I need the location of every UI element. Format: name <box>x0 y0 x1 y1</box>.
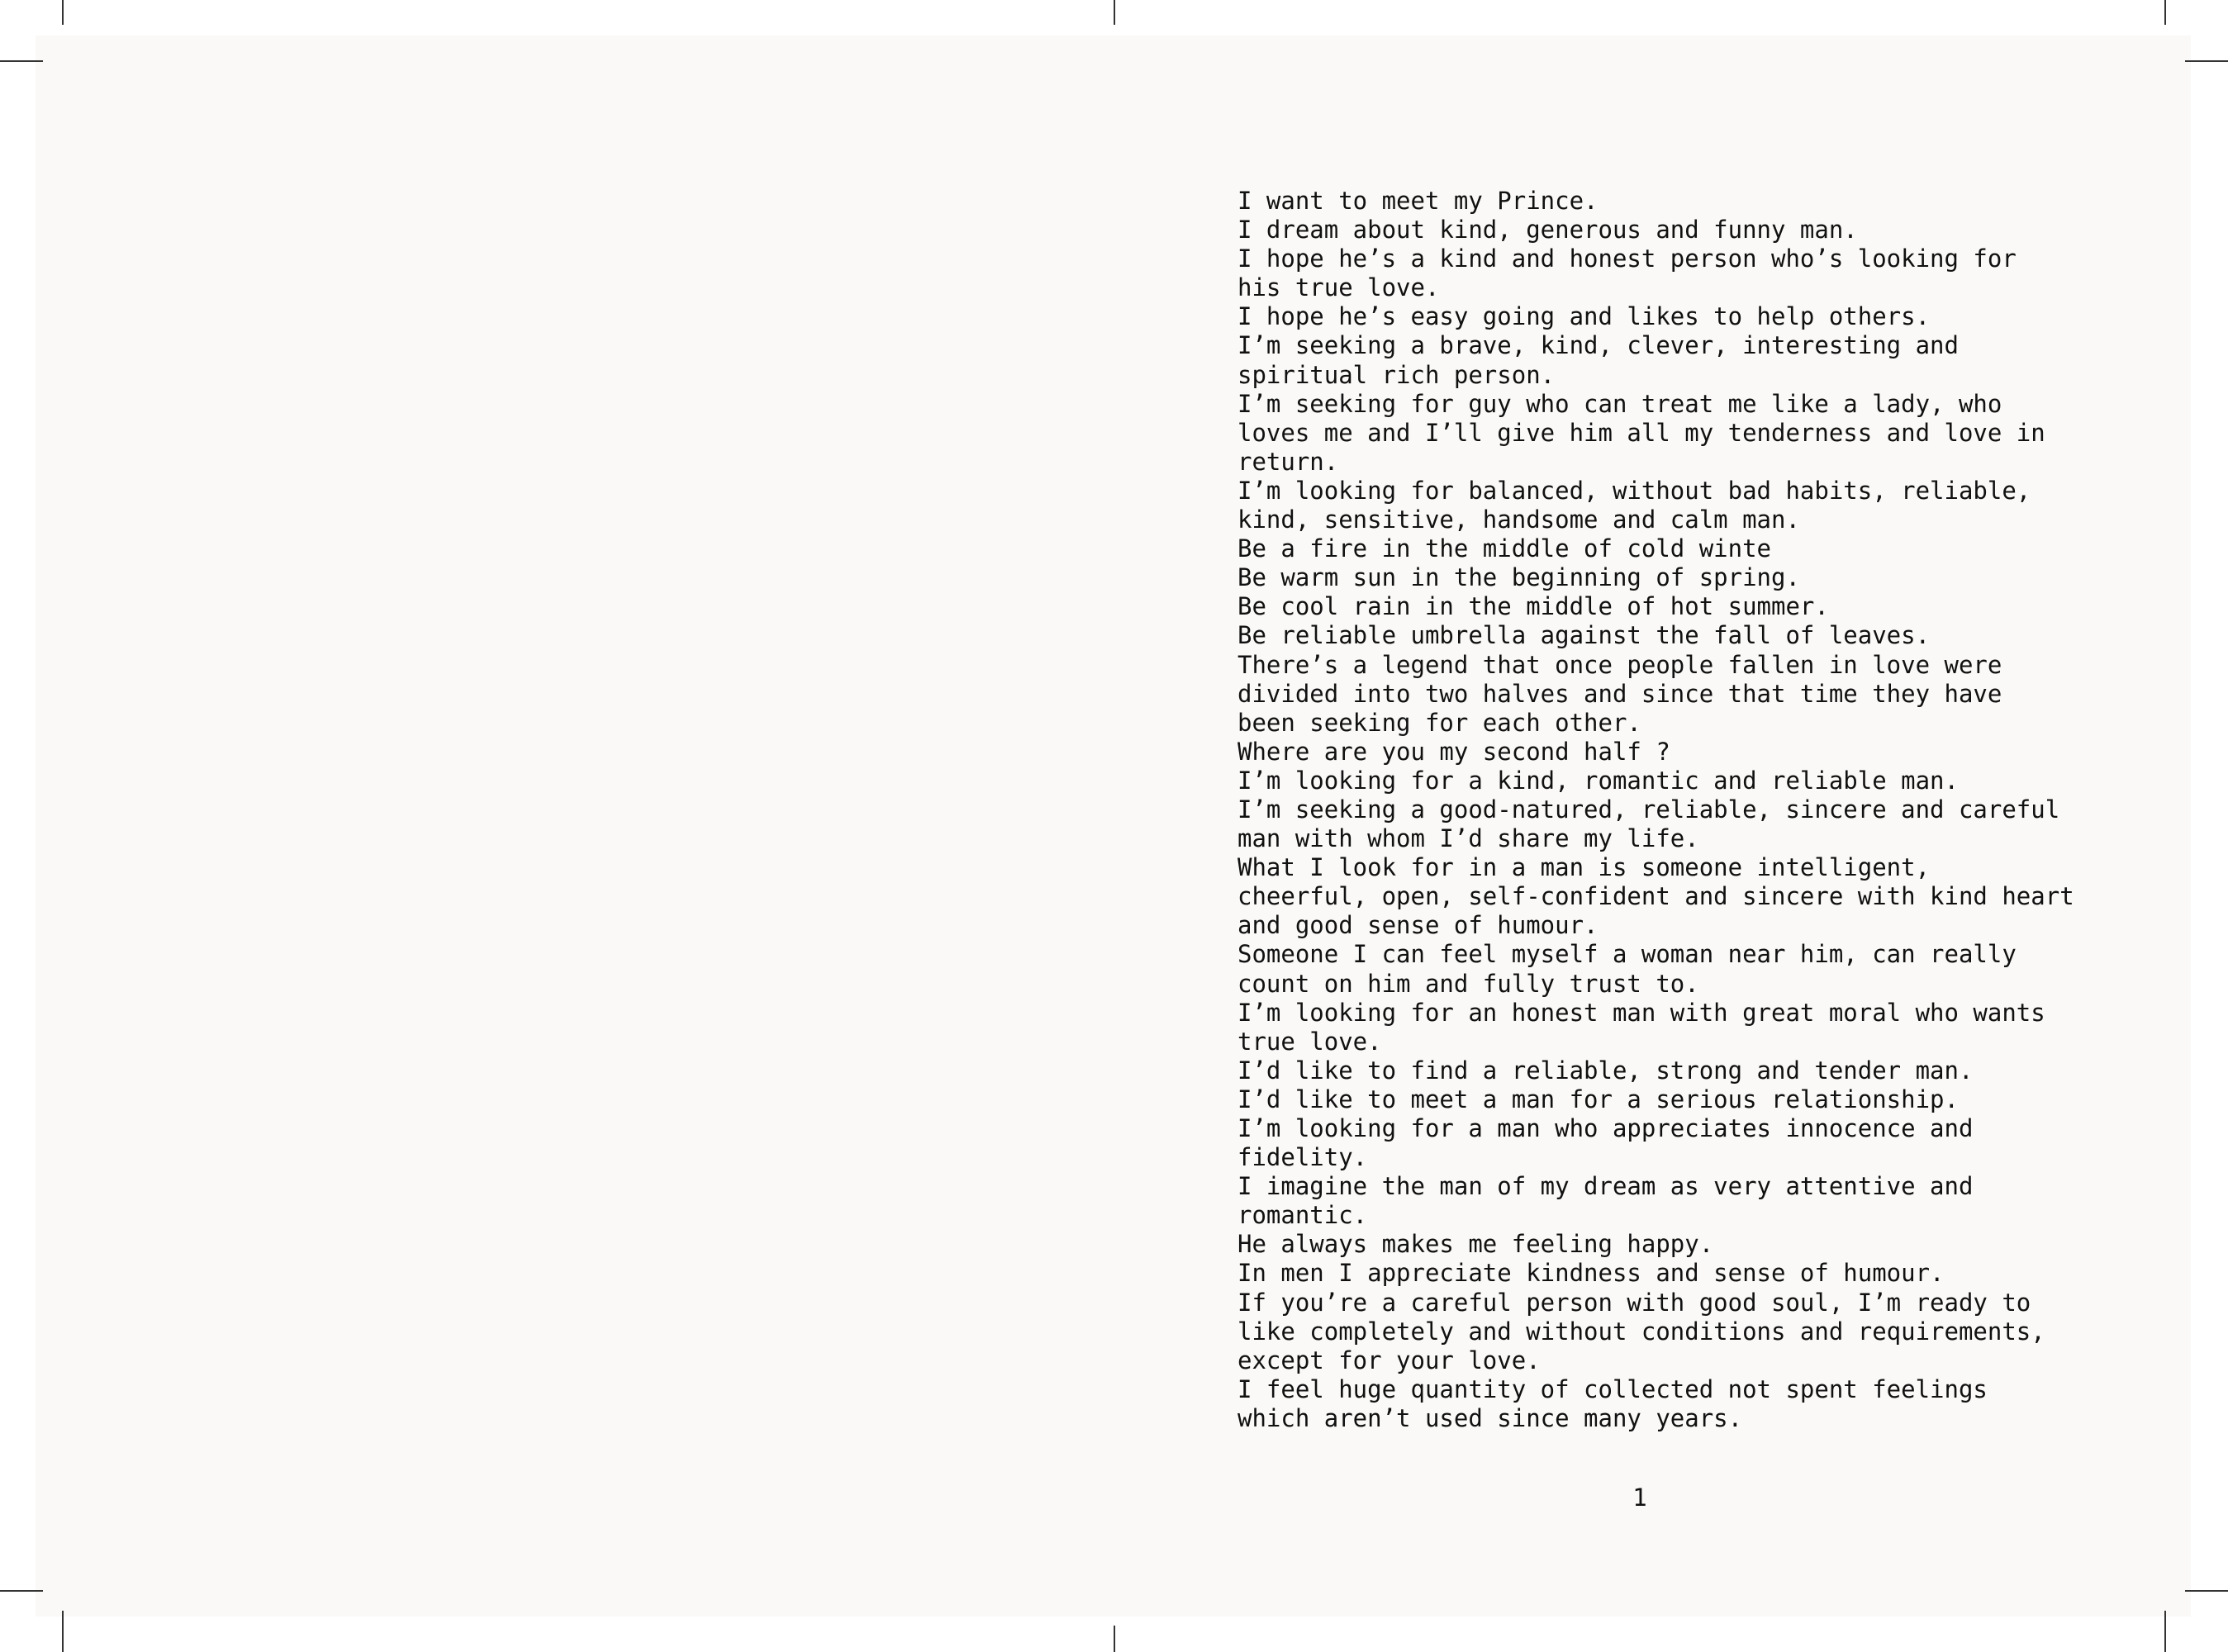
crop-mark-top-left <box>62 0 64 25</box>
text-line: I’d like to meet a man for a serious relationship. <box>1238 1085 1959 1113</box>
text-line: Be reliable umbrella against the fall of leaves. <box>1238 621 1931 650</box>
text-line: Be warm sun in the beginning of spring. <box>1238 563 1800 592</box>
text-line: I hope he’s easy going and likes to help others. <box>1238 302 1931 331</box>
text-line: I’m seeking for guy who can treat me like a lady, who <box>1238 389 2002 418</box>
text-line: true love. <box>1238 1027 1382 1056</box>
crop-mark-top-right <box>2164 0 2166 25</box>
text-line: I dream about kind, generous and funny man. <box>1238 216 1858 244</box>
text-line: In men I appreciate kindness and sense of humour. <box>1238 1259 1945 1288</box>
crop-mark-right-top <box>2185 60 2228 62</box>
text-line: except for your love. <box>1238 1346 1541 1374</box>
text-line: I want to meet my Prince. <box>1238 187 1599 215</box>
crop-mark-left-bottom <box>0 1590 43 1592</box>
text-line: return. <box>1238 447 1339 476</box>
text-line: spiritual rich person. <box>1238 360 1556 389</box>
text-line: man with whom I’d share my life. <box>1238 824 1699 853</box>
text-line: I’m looking for a man who appreciates innocence and <box>1238 1114 1974 1142</box>
text-line: I’m looking for an honest man with great moral who wants <box>1238 998 2045 1027</box>
text-line: I’m looking for a kind, romantic and reliable man. <box>1238 766 1959 795</box>
crop-mark-left-top <box>0 60 43 62</box>
text-line: his true love. <box>1238 273 1440 302</box>
text-line: I’d like to find a reliable, strong and tender man. <box>1238 1056 1974 1085</box>
text-line: cheerful, open, self-confident and sincere with kind heart <box>1238 882 2074 911</box>
text-line: which aren’t used since many years. <box>1238 1403 1743 1432</box>
text-line: like completely and without conditions and requirements, <box>1238 1317 2045 1346</box>
text-line: kind, sensitive, handsome and calm man. <box>1238 506 1800 534</box>
text-line: Be cool rain in the middle of hot summer. <box>1238 592 1829 621</box>
body-text <box>1238 187 2146 1433</box>
text-line: I feel huge quantity of collected not spent feelings <box>1238 1374 1988 1403</box>
text-line: What I look for in a man is someone intelligent, <box>1238 853 1931 882</box>
text-line: fidelity. <box>1238 1143 1368 1172</box>
text-line: divided into two halves and since that time they have <box>1238 679 2002 708</box>
text-line: I’m seeking a good-natured, reliable, sincere and careful <box>1238 795 2060 824</box>
text-line: I imagine the man of my dream as very attentive and <box>1238 1172 1974 1201</box>
crop-mark-bottom-left <box>62 1611 64 1652</box>
text-line: Where are you my second half ? <box>1238 737 1670 766</box>
text-line: There’s a legend that once people fallen in love were <box>1238 650 2002 679</box>
crop-mark-top-center <box>1114 0 1115 25</box>
crop-mark-bottom-center <box>1114 1626 1115 1652</box>
text-line: been seeking for each other. <box>1238 708 1641 737</box>
text-line: romantic. <box>1238 1201 1368 1230</box>
page-number: 1 <box>1632 1483 1647 1512</box>
text-line: and good sense of humour. <box>1238 911 1599 940</box>
text-line: I’m seeking a brave, kind, clever, interesting and <box>1238 331 1959 360</box>
crop-mark-bottom-right <box>2164 1611 2166 1652</box>
text-line: I hope he’s a kind and honest person who’s looking for <box>1238 244 2017 273</box>
crop-mark-right-bottom <box>2185 1590 2228 1592</box>
text-line: Be a fire in the middle of cold winte <box>1238 534 1772 563</box>
text-line: He always makes me feeling happy. <box>1238 1230 1714 1259</box>
text-line: Someone I can feel myself a woman near him, can really <box>1238 940 2017 969</box>
text-line: loves me and I’ll give him all my tenderness and love in <box>1238 418 2045 447</box>
text-line: I’m looking for balanced, without bad habits, reliable, <box>1238 476 2031 505</box>
text-line: If you’re a careful person with good soul, I’m ready to <box>1238 1288 2031 1317</box>
text-line: count on him and fully trust to. <box>1238 969 1699 998</box>
